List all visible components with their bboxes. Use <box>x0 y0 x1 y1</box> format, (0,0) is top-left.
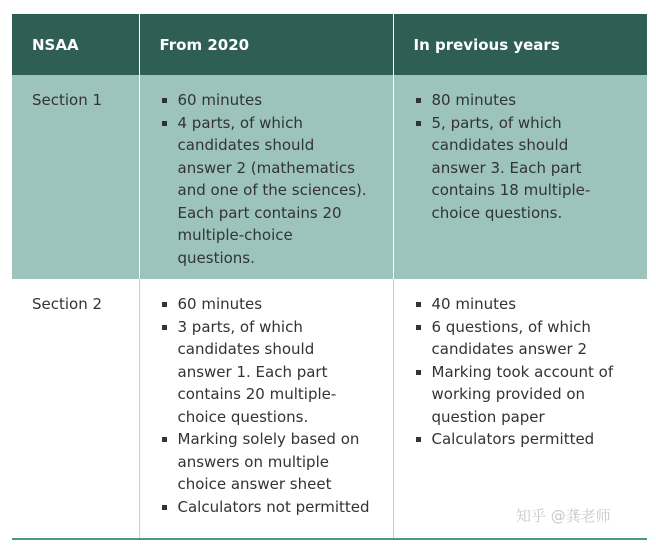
nsaa-comparison-table <box>12 14 647 540</box>
list-item: 60 minutes <box>160 293 373 316</box>
comparison-table-container <box>12 14 647 540</box>
watermark-text: 知乎 @龚老师 <box>516 507 611 525</box>
cell-section-1-from-2020 <box>139 75 393 279</box>
cell-section-1-previous <box>393 75 647 279</box>
bullet-list <box>414 89 628 224</box>
list-item: 40 minutes <box>414 293 628 316</box>
header-nsaa: NSAA <box>12 14 139 75</box>
list-item: 3 parts, of which candidates should answer 1. Each part contains 20 multiple-choice questions. <box>160 316 373 429</box>
header-from-2020: From 2020 <box>139 14 393 75</box>
list-item: 5, parts, of which candidates should answer 3. Each part contains 18 multiple-choice questions. <box>414 112 628 225</box>
table-row-section-1 <box>12 75 647 279</box>
cell-section-2-from-2020 <box>139 279 393 539</box>
header-previous-years: In previous years <box>413 35 560 54</box>
list-item: Calculators permitted <box>414 428 628 451</box>
list-item: Calculators not permitted <box>160 496 373 519</box>
list-item: Marking took account of working provided on question paper <box>414 361 628 429</box>
bullet-list <box>414 293 628 451</box>
list-item: 6 questions, of which candidates answer 2 <box>414 316 628 361</box>
list-item: 60 minutes <box>160 89 373 112</box>
list-item: 80 minutes <box>414 89 628 112</box>
table-row-section-2 <box>12 279 647 539</box>
bullet-list <box>160 293 373 518</box>
list-item: 4 parts, of which candidates should answer 2 (mathematics and one of the sciences). Each part contains 20 multiple-choice questions. <box>160 112 373 270</box>
row-label-section-2: Section 2 <box>12 279 139 539</box>
list-item: Marking solely based on answers on multiple choice answer sheet <box>160 428 373 496</box>
bullet-list <box>160 89 373 269</box>
cell-section-2-previous <box>393 279 647 539</box>
row-label-section-1: Section 1 <box>12 75 139 279</box>
table-header-row <box>12 14 647 75</box>
